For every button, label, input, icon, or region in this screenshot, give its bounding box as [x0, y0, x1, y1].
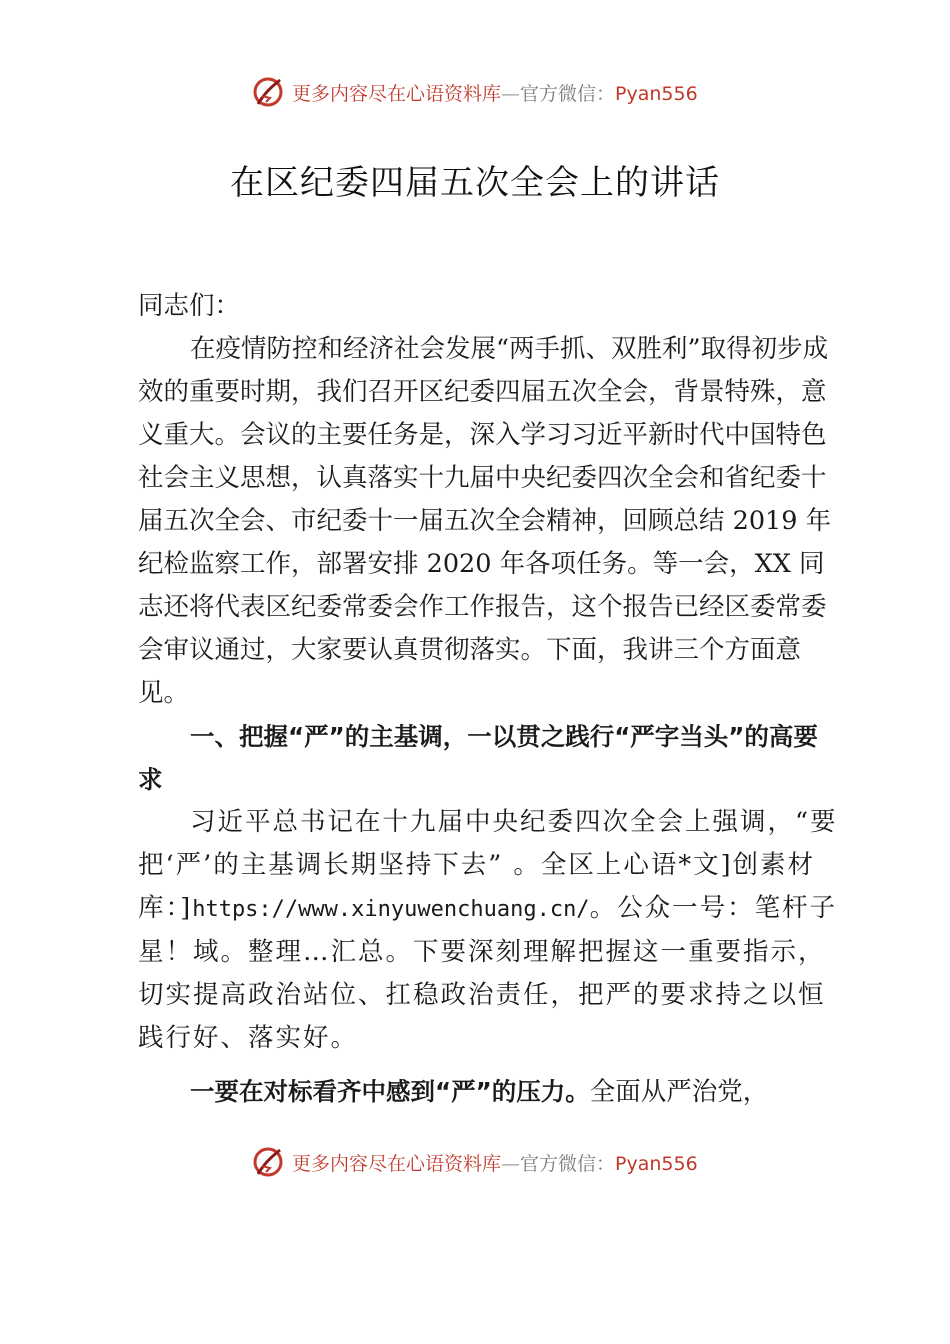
- url-text: https://www.xinyuwenchuang.cn/: [192, 897, 590, 922]
- banner-wechat-label: 官方微信：: [520, 82, 616, 105]
- point1-bold-lead: 一要在对标看齐中感到“严”的压力。: [190, 1077, 590, 1106]
- document-body: [138, 285, 838, 1114]
- point1-rest: 全面从严治党，: [589, 1077, 769, 1107]
- paragraph-section1: [138, 801, 838, 1060]
- paragraph-section1-text-a: 习近平总书记在十九届中央纪委四次全会上强调，“要把‘严’的主基调长期坚持下去” 。全区上心语*文]创素材库：]: [138, 807, 838, 923]
- banner-wechat-id: Pyan556: [615, 82, 698, 105]
- banner-main-text: 更多内容尽在心语资料库: [292, 82, 502, 105]
- paragraph-point1: [138, 1070, 838, 1114]
- header-banner: [0, 70, 950, 114]
- banner-wechat-id: Pyan556: [615, 1152, 698, 1175]
- paragraph-intro: 在疫情防控和经济社会发展“两手抓、双胜利”取得初步成效的重要时期，我们召开区纪委四届五次全会，背景特殊，意义重大。会议的主要任务是，深入学习习近平新时代中国特色社会主义思想，认真落实十九届中央纪委四次全会和省纪委十届五次全会、市纪委十一届五次全会精神，回顾总结 2019 年纪检监察工作，部署安排 2020 年各项任务。等一会，XX 同志还将代表区纪委常委会作工作报告，这个报告已经区委常委会审议通过，大家要认真贯彻落实。下面，我讲三个方面意见。: [138, 334, 832, 708]
- banner-text: [292, 79, 698, 106]
- footer-banner: [0, 1140, 950, 1184]
- section-heading-1: 一、把握“严”的主基调，一以贯之践行“严字当头”的高要求: [138, 722, 818, 794]
- document-title: 在区纪委四届五次全会上的讲话: [230, 163, 720, 203]
- brush-seal-logo-icon: [250, 1144, 286, 1180]
- banner-main-text: 更多内容尽在心语资料库: [292, 1152, 502, 1175]
- banner-text: [292, 1149, 698, 1176]
- banner-wechat-label: 官方微信：: [520, 1152, 616, 1175]
- banner-dash: —: [501, 82, 521, 105]
- salutation: 同志们：: [138, 291, 241, 321]
- banner-dash: —: [501, 1152, 521, 1175]
- paragraph-section1-text-b: 。公众一号：笔杆子星！域。整理…汇总。下要深刻理解把握这一重要指示，切实提高政治站位、扛稳政治责任，把严的要求持之以恒践行好、落实好。: [138, 893, 838, 1053]
- brush-seal-logo-icon: [250, 74, 286, 110]
